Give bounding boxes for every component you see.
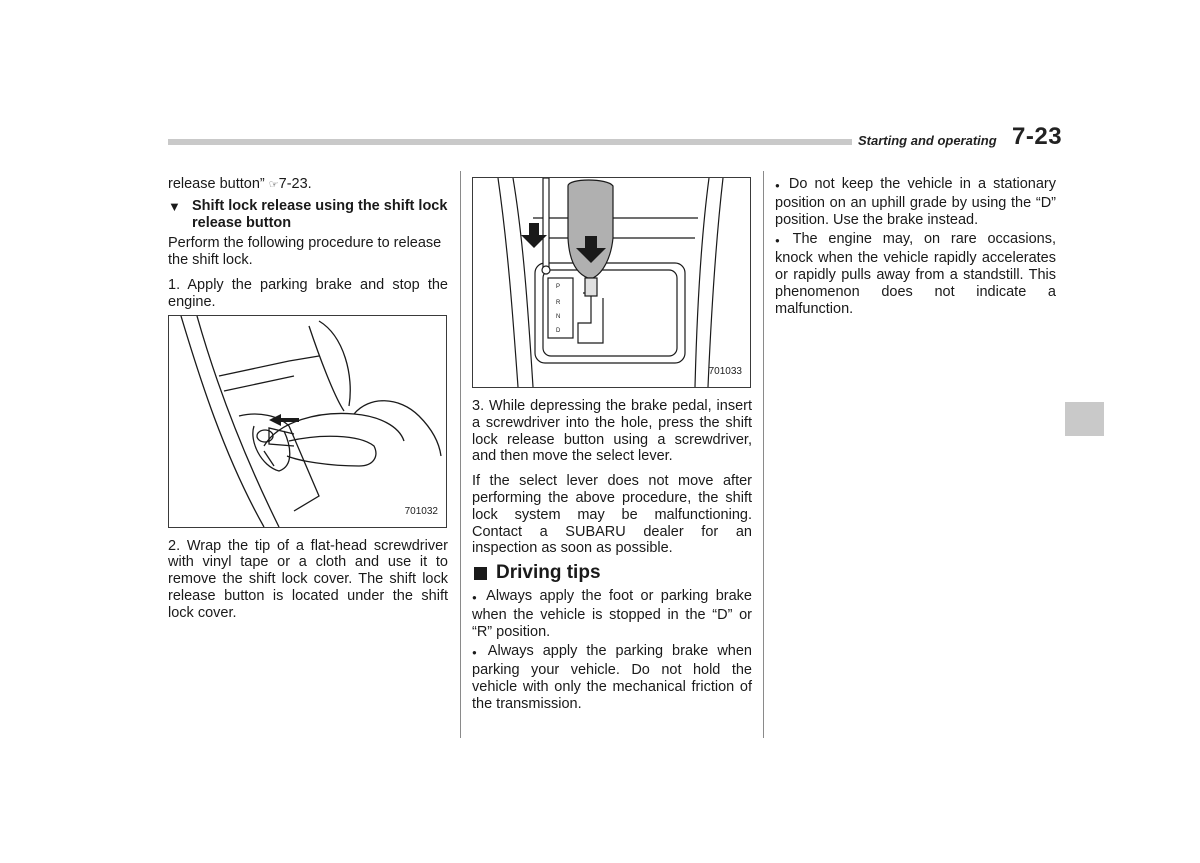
step-2: 2. Wrap the tip of a flat-head screwdriver with vinyl tape or a cloth and use it to remove the shift lock cover. The shift lock release button is located under the shift lock cover. <box>168 537 448 621</box>
bullet-dot-icon: ● <box>472 648 482 658</box>
chapter-tab <box>1065 402 1104 436</box>
triangle-down-icon: ▼ <box>168 198 181 214</box>
bullet-dot-icon: ● <box>775 236 787 246</box>
section-title: Starting and operating <box>858 133 997 148</box>
continued-text: release button” ☞7-23. <box>168 176 312 192</box>
column-1 <box>168 176 448 625</box>
bullet-item: ● Always apply the parking brake when parking your vehicle. Do not hold the vehicle with only the mechanical friction of the transmission. <box>472 643 752 712</box>
column-3 <box>775 176 1056 320</box>
subheading <box>168 198 448 232</box>
gear-label: R <box>556 300 561 306</box>
figure-code: 701032 <box>404 505 438 517</box>
bullet-dot-icon: ● <box>472 592 481 602</box>
gear-label: N <box>556 314 561 320</box>
column-2 <box>472 176 752 716</box>
page-number: 7-23 <box>1012 123 1063 150</box>
square-bullet-icon <box>474 567 487 580</box>
heading-text: Driving tips <box>496 562 601 584</box>
subheading-text: Shift lock release using the shift lock release button <box>192 197 448 231</box>
intro-paragraph: Perform the following procedure to release the shift lock. <box>168 235 442 269</box>
step-1: 1. Apply the parking brake and stop the engine. <box>168 276 448 310</box>
select-lever-illustration <box>473 178 750 387</box>
header-rule <box>168 139 852 145</box>
gear-label: P <box>556 284 561 290</box>
gear-label: D <box>556 328 561 334</box>
step-3: 3. While depressing the brake pedal, insert a screwdriver into the hole, press the shift lock release button using a screwdriver, and then move the select lever. <box>472 398 752 465</box>
bullet-item: ● Always apply the foot or parking brake when the vehicle is stopped in the “D” or “R” position. <box>472 587 752 640</box>
arrow-left-icon <box>269 414 299 426</box>
driving-tips-heading <box>472 562 752 584</box>
figure-code: 701033 <box>708 366 742 378</box>
column-divider-1 <box>460 171 461 738</box>
note-paragraph: If the select lever does not move after performing the above procedure, the shift lock system may be malfunctioning. Contact a SUBARU dealer for an inspection as soon as possible. <box>472 473 752 557</box>
bullet-item: ● Do not keep the vehicle in a stationary position on an uphill grade by using the “D” position. Use the brake instead. <box>775 176 1056 228</box>
reference-arrow-icon: ☞ <box>268 179 279 191</box>
page-reference: 7-23. <box>278 176 312 192</box>
bullet-item: ● The engine may, on rare occasions, knock when the vehicle rapidly accelerates or rapidly pulls away from a standstill. This phenomenon does not indicate a malfunction. <box>775 231 1056 317</box>
figure-shift-lock-cover <box>168 315 447 528</box>
figure-select-lever <box>472 177 751 388</box>
shift-lock-cover-illustration <box>169 316 446 527</box>
column-divider-2 <box>763 171 764 738</box>
bullet-dot-icon: ● <box>775 181 783 190</box>
